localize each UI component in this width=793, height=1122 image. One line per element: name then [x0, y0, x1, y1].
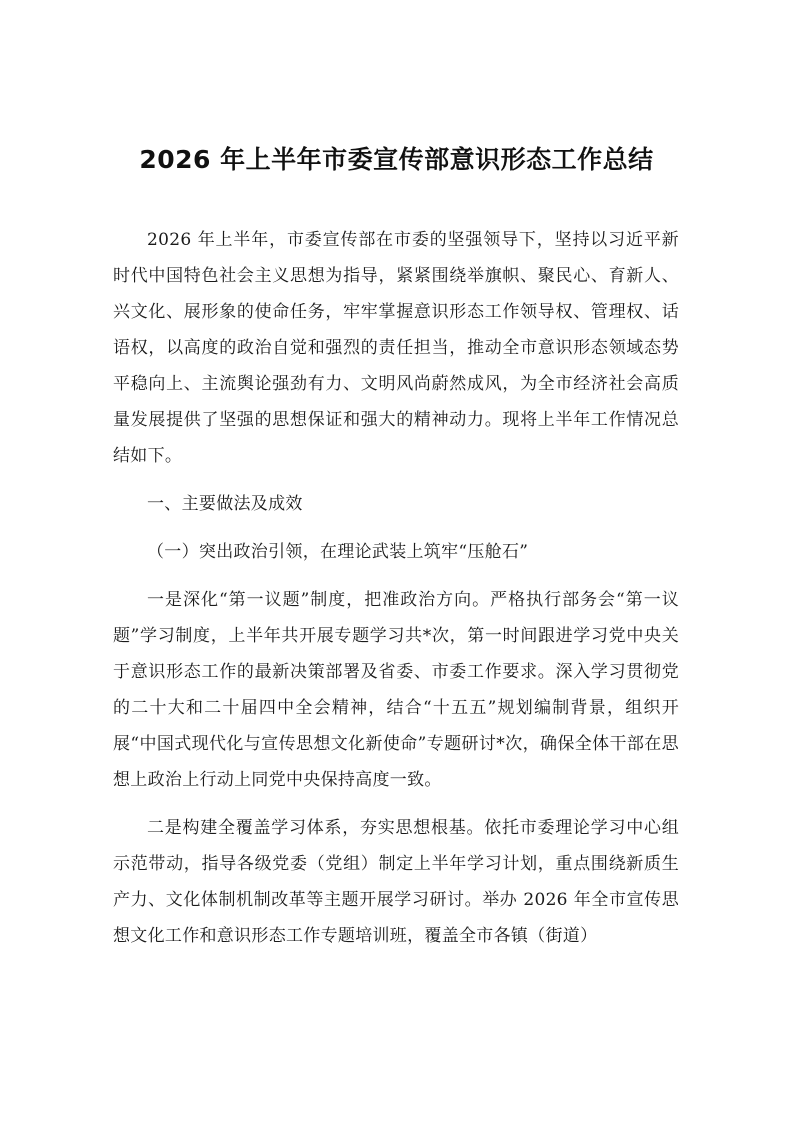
body-paragraph-1: 一是深化“第一议题”制度，把准政治方向。严格执行部务会“第一议题”学习制度，上半年共开展专题学习共*次，第一时间跟进学习党中央关于意识形态工作的最新决策部署及省委、市委工作要求。深入学习贯彻党的二十大和二十届四中全会精神，结合“十五五”规划编制背景，组织开展“中国式现代化与宣传思想文化新使命”专题研讨*次，确保全体干部在思想上政治上行动上同党中央保持高度一致。 — [113, 590, 679, 790]
document-title: 2026 年上半年市委宣传部意识形态工作总结 — [139, 145, 654, 174]
document-body — [113, 222, 679, 954]
subsection-heading: （一）突出政治引领，在理论武装上筑牢“压舱石” — [147, 542, 529, 562]
body-paragraph-2: 二是构建全覆盖学习体系，夯实思想根基。依托市委理论学习中心组示范带动，指导各级党委（党组）制定上半年学习计划，重点围绕新质生产力、文化体制机制改革等主题开展学习研讨。举办 2026 年全市宣传思想文化工作和意识形态工作专题培训班，覆盖全市各镇（街道） — [113, 818, 679, 946]
section-heading: 一、主要做法及成效 — [147, 494, 303, 514]
intro-paragraph: 2026 年上半年，市委宣传部在市委的坚强领导下，坚持以习近平新时代中国特色社会主义思想为指导，紧紧围绕举旗帜、聚民心、育新人、兴文化、展形象的使命任务，牢牢掌握意识形态工作领导权、管理权、话语权，以高度的政治自觉和强烈的责任担当，推动全市意识形态领域态势平稳向上、主流舆论强劲有力、文明风尚蔚然成风，为全市经济社会高质量发展提供了坚强的思想保证和强大的精神动力。现将上半年工作情况总结如下。 — [113, 230, 679, 466]
